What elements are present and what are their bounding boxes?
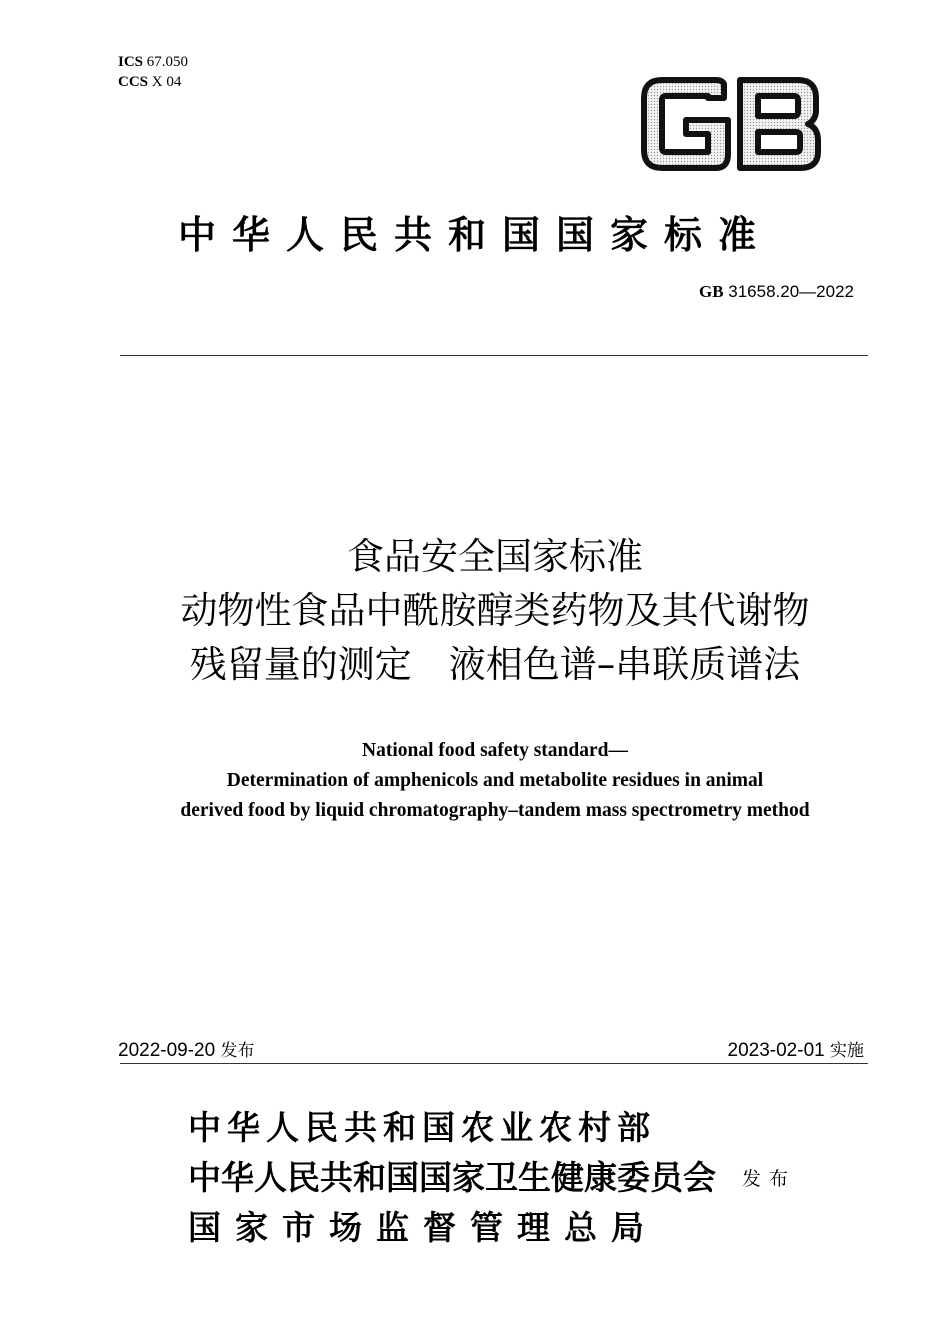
issuer-3: 国家市场监督管理总局 — [188, 1208, 658, 1247]
issue-date — [118, 1036, 254, 1062]
footer-divider — [120, 1063, 868, 1064]
implementation-date — [728, 1036, 864, 1062]
chinese-title-line-3: 残留量的测定 液相色谱–串联质谱法 — [189, 643, 801, 686]
implementation-date-value: 2023-02-01 — [727, 1040, 825, 1061]
issue-label: 发布 — [220, 1041, 255, 1061]
gb-logo — [638, 76, 823, 172]
standard-prefix: GB — [698, 282, 724, 301]
english-title-line-3: derived food by liquid chromatography–tandem mass spectrometry method — [180, 800, 810, 821]
issuer-1: 中华人民共和国农业农村部 — [188, 1108, 656, 1147]
english-title — [0, 736, 950, 826]
implementation-label: 实施 — [830, 1041, 864, 1061]
authority-title: 中华人民共和国国家标准 — [177, 212, 772, 257]
header-divider — [120, 355, 868, 356]
standard-value: 31658.20—2022 — [728, 282, 854, 301]
standard-number — [699, 282, 854, 302]
classification-codes — [118, 52, 188, 92]
english-title-line-1: National food safety standard— — [362, 740, 628, 761]
publish-label: 发布 — [742, 1168, 797, 1190]
ccs-code: CCS X 04 — [118, 74, 182, 90]
chinese-title-line-1: 食品安全国家标准 — [347, 535, 643, 578]
issue-date-value: 2022-09-20 — [118, 1040, 216, 1061]
english-title-line-2: Determination of amphenicols and metabolite residues in animal — [226, 770, 764, 791]
issuer-2: 中华人民共和国国家卫生健康委员会 — [188, 1158, 716, 1197]
ics-code: ICS 67.050 — [118, 54, 189, 70]
issuing-authorities — [188, 1103, 716, 1253]
chinese-title-line-2: 动物性食品中酰胺醇类药物及其代谢物 — [180, 589, 810, 632]
chinese-title — [0, 530, 950, 692]
